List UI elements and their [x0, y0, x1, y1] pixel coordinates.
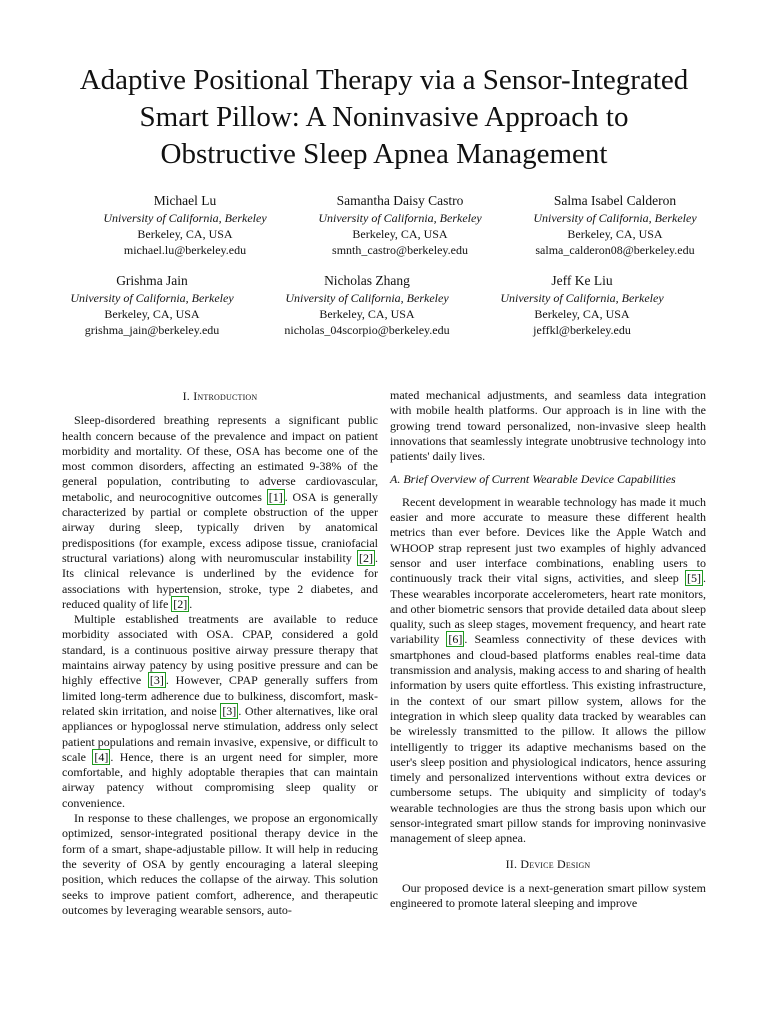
paragraph-text: Multiple established treatments are available to reduce morbidity associated with OSA. CPAP, considered a gold standard, is a continuous positive airway pressure therapy that maintains airway patency by using positive pressure and can be highly effective — [62, 612, 378, 688]
citation-link[interactable]: [6] — [448, 632, 463, 647]
paragraph-text: . However, CPAP generally suffers from limited long-term adherence due to bulkiness, discomfort, mask-related skin irritation, and noise — [62, 673, 378, 718]
section-title: Introduction — [193, 389, 258, 403]
paragraph-text: . Other alternatives, like oral appliances or hypoglossal nerve stimulation, address only select patient populations and remain invasive, expensive, or difficult to scale — [62, 703, 379, 764]
paragraph-text: . Seamless connectivity of these devices with smartphones and cloud-based platforms enables real-time data transmission and analysis, making access to and sharing of health information by users quite effortless. This existing infrastructure, in the context of our smart pillow system, allows for the integration in which sleep quality data tracked by wearables can be wirelessly transmitted to the pillow. It allows the pillow intelligently to trigger its adaptive mechanisms based on the user's sleep position and physiological indicators, hence assuring timely and personalized interventions without extra devices or cumbersome setups. The ubiquity and simplicity of today's wearable technologies are thus the strong basis upon which our sensor-integrated smart pillow stands for improving noninvasive management of sleep apnea. — [390, 632, 706, 846]
paragraph-text: . Its clinical relevance is underlined by the evidence for associations with hypertension, stroke, type 2 diabetes, and reduced quality of life — [62, 550, 378, 611]
author-block — [251, 272, 483, 338]
paragraph-text: Recent development in wearable technology has made it much easier and more accurate to measure these different health metrics than ever before. Devices like the Apple Watch and WHOOP strap represent just two examples of highly advanced sensor and user interface combinations, enabling users to continuously track their vital signs, activities, and sleep — [390, 494, 706, 586]
intro-paragraph-3: In response to these challenges, we propose an ergonomically optimized, sensor-integrated positional therapy device in the form of a smart, shape-adjustable pillow. It will help in reducing the severity of OSA by gently encouraging a lateral sleeping position, which reduces the collapse of the airway. This solution seeks to improve patient comfort, adherence, and therapeutic outcomes by leveraging wearable sensors, auto- — [62, 811, 378, 917]
subsection-heading-a: A. Brief Overview of Current Wearable Device Capabilities — [390, 472, 676, 487]
author-location: Berkeley, CA, USA — [352, 227, 448, 241]
author-email[interactable]: michael.lu@berkeley.edu — [123, 243, 247, 257]
section-heading-device-design — [390, 857, 706, 872]
title-line: Adaptive Positional Therapy via a Sensor-Integrated — [79, 64, 689, 96]
author-name: Jeff Ke Liu — [551, 273, 613, 288]
author-name: Samantha Daisy Castro — [336, 193, 464, 208]
author-affiliation: University of California, Berkeley — [533, 211, 697, 225]
author-location: Berkeley, CA, USA — [137, 227, 233, 241]
intro-paragraph-1 — [62, 413, 378, 612]
author-name: Nicholas Zhang — [324, 273, 410, 288]
paragraph-text: Sleep-disordered breathing represents a significant public health concern because of the prevalence and impact on patient morbidity and mortality. Of these, OSA has become one of the most common disorders, affecting an estimated 9-38% of the general population, contributing to adverse cardiovascular, metabolic, and neurocognitive outcomes — [62, 413, 378, 504]
citation-link[interactable]: [3] — [149, 673, 164, 688]
author-name: Grishma Jain — [116, 273, 188, 288]
author-location: Berkeley, CA, USA — [534, 307, 630, 321]
author-affiliation: University of California, Berkeley — [70, 291, 234, 305]
title-line: Obstructive Sleep Apnea Management — [160, 138, 608, 170]
intro-paragraph-2 — [62, 612, 378, 811]
device-design-paragraph-1: Our proposed device is a next-generation smart pillow system engineered to promote lateral sleeping and improve — [390, 880, 706, 911]
author-block — [284, 192, 516, 258]
author-block — [466, 272, 698, 338]
author-block — [36, 272, 268, 338]
author-location: Berkeley, CA, USA — [319, 307, 415, 321]
author-affiliation: University of California, Berkeley — [500, 291, 664, 305]
author-block — [499, 192, 731, 258]
paragraph-text: . OSA is generally characterized by partial or complete obstruction of the upper airway during sleep, typically driven by anatomical predispositions (for example, excess adipose tissue, craniofacial structural variations) along with neuromuscular instability — [62, 489, 379, 565]
section-number: I. — [182, 389, 191, 403]
left-column — [62, 386, 378, 918]
author-block — [69, 192, 301, 258]
section-heading-introduction — [62, 389, 378, 404]
author-name: Michael Lu — [153, 193, 217, 208]
author-affiliation: University of California, Berkeley — [103, 211, 267, 225]
paragraph-text: . Hence, there is an urgent need for simpler, more comfortable, and highly adoptable therapies that can maintain airway patency without compromising sleep quality or convenience. — [62, 749, 379, 810]
citation-link[interactable]: [2] — [173, 596, 188, 611]
author-email[interactable]: smnth_castro@berkeley.edu — [332, 243, 468, 257]
author-email[interactable]: jeffkl@berkeley.edu — [533, 323, 631, 337]
title-line: Smart Pillow: A Noninvasive Approach to — [139, 101, 629, 133]
citation-link[interactable]: [3] — [222, 703, 237, 718]
section-number: II. — [505, 856, 521, 871]
author-location: Berkeley, CA, USA — [567, 227, 663, 241]
section-title: Device Design — [520, 856, 591, 871]
paragraph-text: . These wearables incorporate accelerometers, heart rate monitors, and other biometric sensors that provide detailed data about sleep quality, such as sleep stages, movement frequency, and heart rate variability — [390, 571, 706, 647]
paragraph-text: . — [189, 596, 193, 611]
author-location: Berkeley, CA, USA — [104, 307, 200, 321]
paper-title — [40, 62, 728, 173]
author-email[interactable]: nicholas_04scorpio@berkeley.edu — [284, 323, 450, 337]
subsection-a-paragraph-1 — [390, 495, 706, 847]
citation-link[interactable]: [1] — [268, 489, 283, 504]
author-name: Salma Isabel Calderon — [553, 193, 677, 208]
intro-paragraph-3-continued: mated mechanical adjustments, and seamless data integration with mobile health platforms. Our approach is in line with the growing trend toward personalized, non-invasive sleep health innovations that seamlessly integrate unobtrusive technology into patients' daily lives. — [390, 388, 706, 464]
citation-link[interactable]: [5] — [687, 571, 701, 586]
right-column — [390, 388, 706, 912]
author-email[interactable]: grishma_jain@berkeley.edu — [84, 323, 220, 337]
author-email[interactable]: salma_calderon08@berkeley.edu — [535, 243, 695, 257]
citation-link[interactable]: [4] — [94, 749, 109, 764]
citation-link[interactable]: [2] — [359, 550, 373, 565]
author-affiliation: University of California, Berkeley — [318, 211, 482, 225]
author-affiliation: University of California, Berkeley — [285, 291, 449, 305]
